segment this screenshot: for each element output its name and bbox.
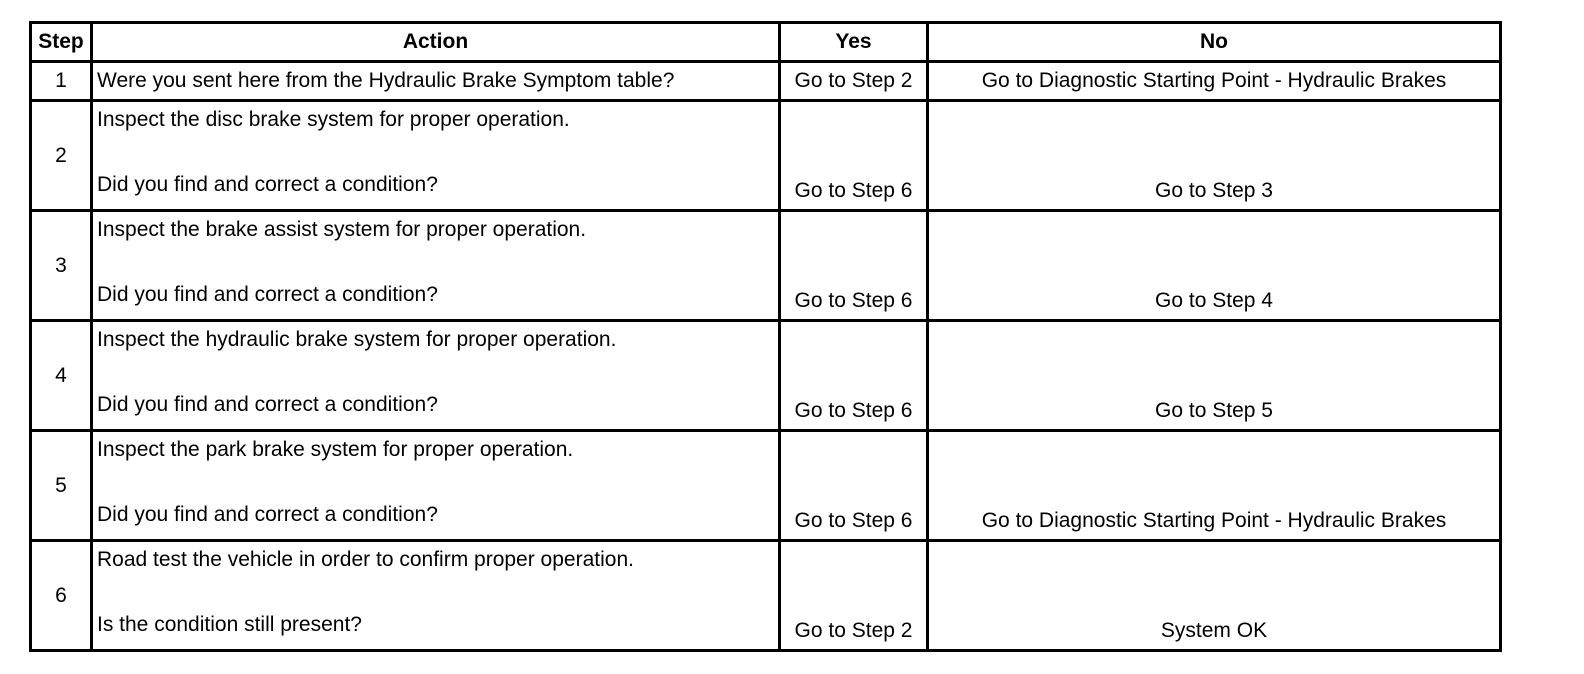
step-number: 1 [31,62,92,101]
header-row [31,23,1501,62]
table-row [31,321,1501,431]
action-question: Did you find and correct a condition? [97,283,438,306]
yes-result: Go to Step 6 [780,321,928,431]
action-cell [92,431,780,541]
header-yes: Yes [780,23,928,62]
action-question: Did you find and correct a condition? [97,173,438,196]
step-number: 4 [31,321,92,431]
step-number: 6 [31,541,92,651]
table-row [31,431,1501,541]
action-instruction: Inspect the park brake system for proper operation. [97,438,574,461]
yes-result: Go to Step 6 [780,431,928,541]
table-row [31,541,1501,651]
diagnostic-table [29,21,1502,652]
no-result: Go to Diagnostic Starting Point - Hydraulic Brakes [928,431,1501,541]
action-cell [92,541,780,651]
action-instruction: Inspect the disc brake system for proper operation. [97,108,570,131]
action-cell [92,101,780,211]
table-row [31,62,1501,101]
header-step: Step [31,23,92,62]
no-result: Go to Step 3 [928,101,1501,211]
action-cell [92,321,780,431]
no-result: Go to Step 4 [928,211,1501,321]
table-row [31,101,1501,211]
yes-result: Go to Step 6 [780,101,928,211]
action-question: Did you find and correct a condition? [97,393,438,416]
yes-result: Go to Step 6 [780,211,928,321]
action-instruction: Inspect the brake assist system for proper operation. [97,218,587,241]
action-cell [92,211,780,321]
no-result: Go to Step 5 [928,321,1501,431]
yes-result: Go to Step 2 [780,541,928,651]
step-number: 3 [31,211,92,321]
step-number: 5 [31,431,92,541]
action-instruction: Inspect the hydraulic brake system for proper operation. [97,328,617,351]
action-question: Is the condition still present? [97,613,362,636]
action-question: Did you find and correct a condition? [97,503,438,526]
header-action: Action [92,23,780,62]
no-result: System OK [928,541,1501,651]
step-number: 2 [31,101,92,211]
action-instruction: Road test the vehicle in order to confirm proper operation. [97,548,634,571]
action-text: Were you sent here from the Hydraulic Brake Symptom table? [92,62,780,101]
table-row [31,211,1501,321]
no-result: Go to Diagnostic Starting Point - Hydraulic Brakes [928,62,1501,101]
header-no: No [928,23,1501,62]
yes-result: Go to Step 2 [780,62,928,101]
